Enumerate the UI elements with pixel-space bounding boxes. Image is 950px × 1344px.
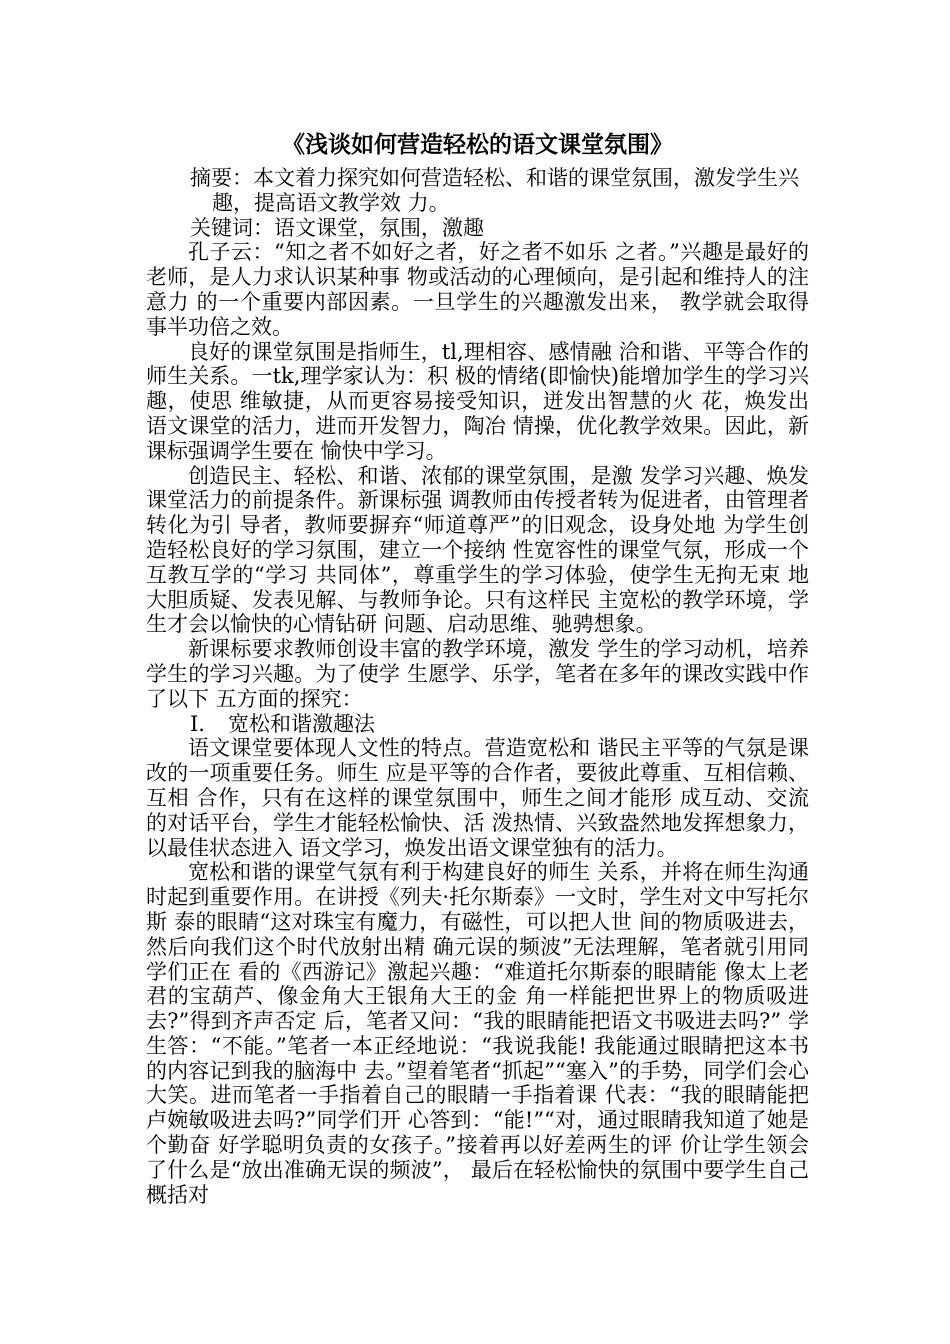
paragraph: 语文课堂要体现人文性的特点。营造宽松和 谐民主平等的气氛是课改的一项重要任务。师生 应是平等的合作者，要彼此尊重、互相信赖、互相 合作，只有在这样的课堂氛围中，师生之间才能形 成互动、交流的对话平台，学生才能轻松愉快、活 泼热情、兴致盎然地发挥想象力，以最佳状态进入 语文学习，焕发出语文课堂独有的活力。	[146, 736, 809, 860]
paragraph: 新课标要求教师创设丰富的教学环境，激发 学生的学习动机，培养学生的学习兴趣。为了使学 生愿学、乐学，笔者在多年的课改实践中作了以下 五方面的探究：	[146, 637, 809, 711]
section-heading-text: 宽松和谐激趣法	[228, 711, 375, 736]
paragraph: 良好的课堂氛围是指师生，tl,理相容、感情融 洽和谐、平等合作的师生关系。一tk,理学家认为：积 极的情绪(即愉快)能增加学生的学习兴趣，使思 维敏捷，从而更容易接受知识，迸发出智慧的火 花，焕发出语文课堂的活力，进而开发智力，陶冶 情操，优化教学效果。因此，新课标强调学生要在 愉快中学习。	[146, 339, 809, 463]
paragraph: 孔子云：“知之者不如好之者，好之者不如乐 之者。”兴趣是最好的老师，是人力求认识某种事 物或活动的心理倾向，是引起和维持人的注意力 的一个重要内部因素。一旦学生的兴趣激发出来， 教学就会取得事半功倍之效。	[146, 240, 809, 339]
section-number: I.	[190, 711, 205, 736]
document-title: 《浅谈如何营造轻松的语文课堂氛围》	[282, 131, 673, 158]
paragraph: 宽松和谐的课堂气氛有利于构建良好的师生 关系，并将在师生沟通时起到重要作用。在讲授《列夫·托尔斯泰》一文时，学生对文中写托尔斯 泰的眼睛“这对珠宝有魔力，有磁性，可以把人世 间的物质吸进去，然后向我们这个时代放射出精 确元误的频波”无法理解，笔者就引用同学们正在 看的《西游记》激起兴趣：“难道托尔斯泰的眼睛能 像太上老君的宝葫芦、像金角大王银角大王的金 角一样能把世界上的物质吸进去?”得到齐声否定 后，笔者又问：“我的眼睛能把语文书吸进去吗?” 学生答：“不能。”笔者一本正经地说：“我说我能! 我能通过眼睛把这本书的内容记到我的脑海中 去。”望着笔者“抓起”“塞入”的手势，同学们会心 大笑。进而笔者一手指着自己的眼睛一手指着课 代表：“我的眼睛能把卢婉敏吸进去吗?”同学们开 心答到：“能!”“对，通过眼睛我知道了她是个勤奋 好学聪明负责的女孩子。”接着再以好差两生的评 价让学生领会了什么是“放出准确无误的频波”， 最后在轻松愉快的氛围中要学生自己概括对	[146, 860, 809, 1207]
paragraph: 创造民主、轻松、和谐、浓郁的课堂氛围，是激 发学习兴趣、焕发课堂活力的前提条件。新课标强 调教师由传授者转为促进者，由管理者转化为引 导者，教师要摒弃“师道尊严”的旧观念，设身处地 为学生创造轻松良好的学习氛围，建立一个接纳 性宽容性的课堂气氛，形成一个互教互学的“学习 共同体”，尊重学生的学习体验，使学生无拘无束 地大胆质疑、发表见解、与教师争论。只有这样民 主宽松的教学环境，学生才会以愉快的心情钻研 问题、启动思维、驰骋想象。	[146, 463, 809, 637]
document-page	[146, 130, 809, 1207]
keywords: 关键词：语文课堂，氛围，激趣	[190, 215, 484, 240]
section-heading	[146, 712, 809, 737]
abstract: 摘要：本文着力探究如何营造轻松、和谐的课堂氛围，激发学生兴趣，提高语文教学效 力。	[190, 166, 799, 215]
